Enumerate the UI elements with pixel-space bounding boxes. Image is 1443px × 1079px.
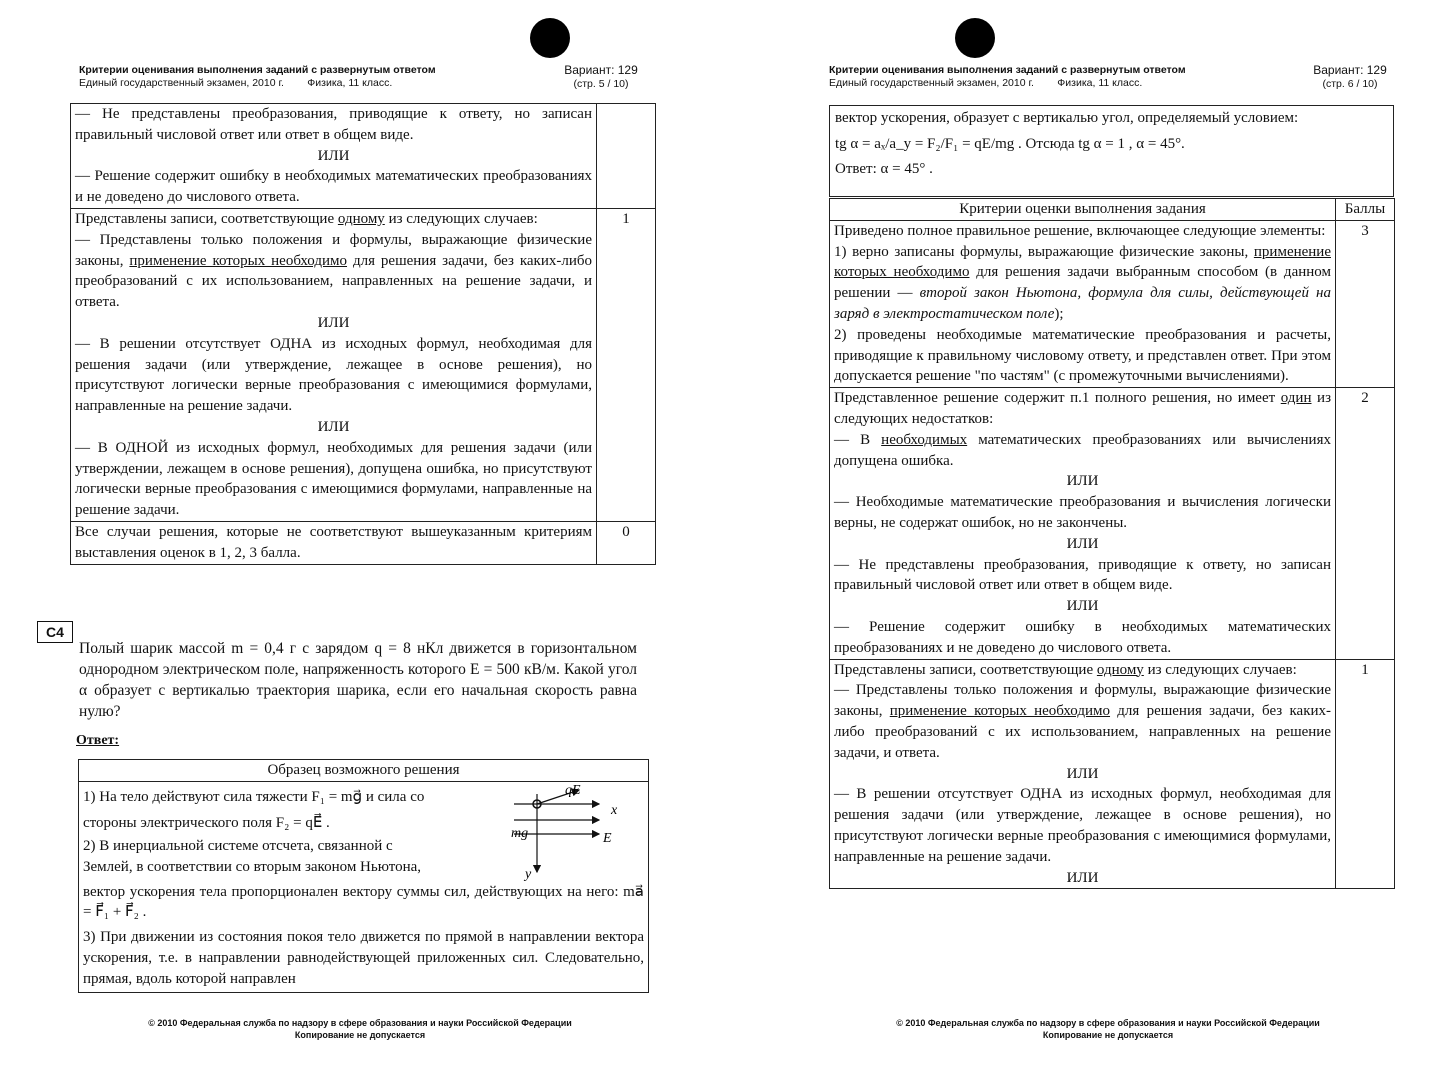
criteria-cell (830, 659, 1336, 889)
text-underlined: одному (1096, 661, 1144, 678)
text: — Необходимые математические преобразования и вычисления логически верны, не содержат ошибок, но не закончены. (834, 494, 1331, 531)
or-label: ИЛИ (317, 418, 350, 435)
criteria-cell (830, 388, 1336, 659)
force-diagram (499, 782, 639, 882)
block: — Решение содержит ошибку в необходимых математических преобразованиях и не доведено до числового ответа. (75, 168, 592, 206)
criteria-cell (71, 208, 597, 521)
text: ); (1054, 305, 1064, 322)
solution-line: стороны электрического поля F₂ = qE⃗ . (83, 815, 330, 831)
table-row (71, 521, 656, 564)
left-variant (556, 63, 646, 91)
text: — Не представлены преобразования, приводящие к ответу, но записан правильный числовой ответ или ответ в общем виде. (834, 556, 1331, 594)
right-criteria-table (829, 198, 1395, 889)
table-row (830, 388, 1395, 659)
solution-continuation (829, 105, 1394, 197)
solution-box (78, 759, 649, 993)
or-label: ИЛИ (317, 314, 350, 331)
table-row (830, 659, 1395, 889)
text-underlined: применение которых необходимо (889, 703, 1111, 720)
table-head (830, 199, 1395, 221)
left-footer (110, 1017, 610, 1041)
text: из следующих случаев: (1143, 661, 1297, 678)
text-underlined: необходимых (881, 431, 968, 448)
criteria-cell (830, 220, 1336, 387)
score-cell (597, 104, 656, 209)
label-x: x (611, 803, 618, 818)
table-row (71, 208, 656, 521)
text: для решения задачи, без каких-либо преобразований с их использованием, направленных на решение задачи, и ответа. (834, 703, 1331, 761)
punch-hole-left (530, 18, 570, 58)
text: для решения задачи выбранным способом (в данном решении — (834, 264, 1331, 302)
or-label: ИЛИ (1066, 473, 1099, 490)
header-title: Критерии оценивания выполнения заданий с развернутым ответом (79, 64, 436, 76)
or-label: ИЛИ (1066, 535, 1099, 552)
text: Представлены записи, соответствующие (75, 210, 338, 227)
or-label: ИЛИ (1066, 869, 1099, 886)
solution-line: 1) На тело действуют сила тяжести F₁ = mg⃗ и сила со (83, 789, 425, 805)
text-underlined: применение которых необходимо (834, 243, 1331, 281)
footer-line: Копирование не допускается (1042, 1030, 1174, 1040)
text: математических преобразованиях или вычислениях допущена ошибка. (834, 431, 1331, 469)
answer-label: Ответ: (76, 733, 120, 748)
page-number: (стр. 6 / 10) (1322, 78, 1378, 90)
text: Представленное решение содержит п.1 полного решения, но имеет (834, 390, 1281, 407)
text-italic: второй закон Ньютона, формула для силы, действующей на заряд в электростатическом поле (834, 285, 1331, 322)
score-header: Баллы (1336, 199, 1395, 221)
right-header (829, 64, 1249, 90)
formula: tg α = aₓ/a_y = F₂/F₁ = qE/mg . Отсюда tg α = 1 , α = 45°. (835, 135, 1185, 152)
criteria-header: Критерии оценки выполнения задания (830, 199, 1336, 221)
label-E: E (603, 831, 612, 846)
footer-line: © 2010 Федеральная служба по надзору в сфере образования и науки Российской Федерации (148, 1018, 572, 1028)
text: для решения задачи, без каких-либо преобразований с их использованием, направленных на решение задачи, и ответа. (75, 252, 592, 311)
task-label: C4 (37, 621, 73, 643)
header-title: Критерии оценивания выполнения заданий с развернутым ответом (829, 64, 1186, 76)
header-subtitle: Единый государственный экзамен, 2010 г. Физика, 11 класс. (829, 77, 1143, 89)
text: — В решении отсутствует ОДНА из исходных формул, необходимая для решения задачи (или утверждение, лежащее в основе решения), но присутствуют логически верные преобразования с имеющимися формулами, направленные на решение задачи. (834, 786, 1331, 865)
criteria-cell (71, 104, 597, 209)
task-text: Полый шарик массой m = 0,4 г с зарядом q = 8 нКл движется в горизонтальном однородном электрическом поле, напряженность которого E = 500 кВ/м. Какой угол α образует с вертикалью траектория шарика, если его начальная скорость равна нулю? (79, 640, 637, 720)
text: 1) верно записаны формулы, выражающие физические законы, (834, 243, 1254, 260)
right-variant (1305, 63, 1395, 91)
solution-line: вектор ускорения тела пропорционален вектору суммы сил, действующих на него: ma⃗ = F⃗₁ + F⃗₂ . (83, 883, 644, 921)
header-subtitle: Единый государственный экзамен, 2010 г. Физика, 11 класс. (79, 77, 393, 89)
solution-head: Образец возможного решения (79, 760, 648, 782)
text: Представлены записи, соответствующие (834, 661, 1097, 678)
or-label: ИЛИ (317, 147, 350, 164)
score-cell: 1 (1336, 659, 1395, 889)
text: из следующих недостатков: (834, 390, 1332, 427)
text: — В решении отсутствует ОДНА из исходных формул, необходимая для решения задачи (или утверждение, лежащее в основе решения), но присутствуют логически верные преобразования с имеющимися формулами, направленные на решение задачи. (75, 335, 592, 415)
score-cell: 3 (1336, 220, 1395, 387)
footer-line: Копирование не допускается (294, 1030, 426, 1040)
left-criteria-table (70, 103, 656, 565)
text: — Представлены только положения и формулы, выражающие физические законы, (75, 231, 592, 269)
solution-line: 3) При движении из состояния покоя тело движется по прямой в направлении вектора ускорения, т.е. в направлении равнодействующей приложенных сил. Следовательно, прямая, вдоль которой направлен (83, 929, 644, 987)
left-header (79, 64, 499, 90)
text: Приведено полное правильное решение, включающее следующие элементы: (834, 222, 1326, 239)
variant-label: Вариант: 129 (564, 63, 638, 77)
answer-line: Ответ: α = 45° . (835, 160, 933, 177)
solution-line: Землей, в соответствии со вторым законом Ньютона, (83, 858, 422, 875)
label-y: y (525, 867, 532, 882)
footer-line: © 2010 Федеральная служба по надзору в сфере образования и науки Российской Федерации (896, 1018, 1320, 1028)
label-qE: qE (565, 783, 581, 798)
text-underlined: применение которых необходимо (129, 252, 348, 269)
label-mg: mg (511, 826, 529, 841)
right-footer (858, 1017, 1358, 1041)
or-label: ИЛИ (1066, 765, 1099, 782)
page-number: (стр. 5 / 10) (573, 78, 629, 90)
text-underlined: один (1280, 390, 1312, 407)
text-underlined: одному (337, 210, 385, 227)
punch-hole-right (955, 18, 995, 58)
text: — В (834, 431, 882, 448)
table-row (71, 104, 656, 209)
score-cell: 0 (597, 521, 656, 564)
score-cell: 2 (1336, 388, 1395, 659)
criteria-cell: Все случаи решения, которые не соответствуют вышеуказанным критериям выставления оценок в 1, 2, 3 балла. (71, 521, 597, 564)
text: 2) проведены необходимые математические преобразования и расчеты, приводящие к правильному числовому ответу, и представлен ответ. При этом допускается решение "по частям" (с промежуточными вычислениями). (834, 326, 1331, 385)
text: — Решение содержит ошибку в необходимых математических преобразованиях и не доведено до числового ответа. (834, 618, 1331, 656)
text: — В ОДНОЙ из исходных формул, необходимых для решения задачи (или утверждении, лежащем в основе решения), допущена ошибка, но присутствуют логически верные преобразования с имеющимися формулами, направленные на решение задачи. (75, 439, 592, 519)
solution-line: вектор ускорения, образует с вертикалью угол, определяемый условием: (835, 110, 1299, 126)
or-label: ИЛИ (1066, 598, 1099, 615)
text: — Представлены только положения и формулы, выражающие физические законы, (834, 682, 1331, 720)
table-row (830, 220, 1395, 387)
text: из следующих случаев: (384, 210, 538, 227)
score-cell: 1 (597, 208, 656, 521)
block: — Не представлены преобразования, приводящие к ответу, но записан правильный числовой ответ или ответ в общем виде. (75, 106, 592, 143)
solution-line: 2) В инерциальной системе отсчета, связанной с (83, 838, 393, 854)
variant-label: Вариант: 129 (1313, 63, 1387, 77)
